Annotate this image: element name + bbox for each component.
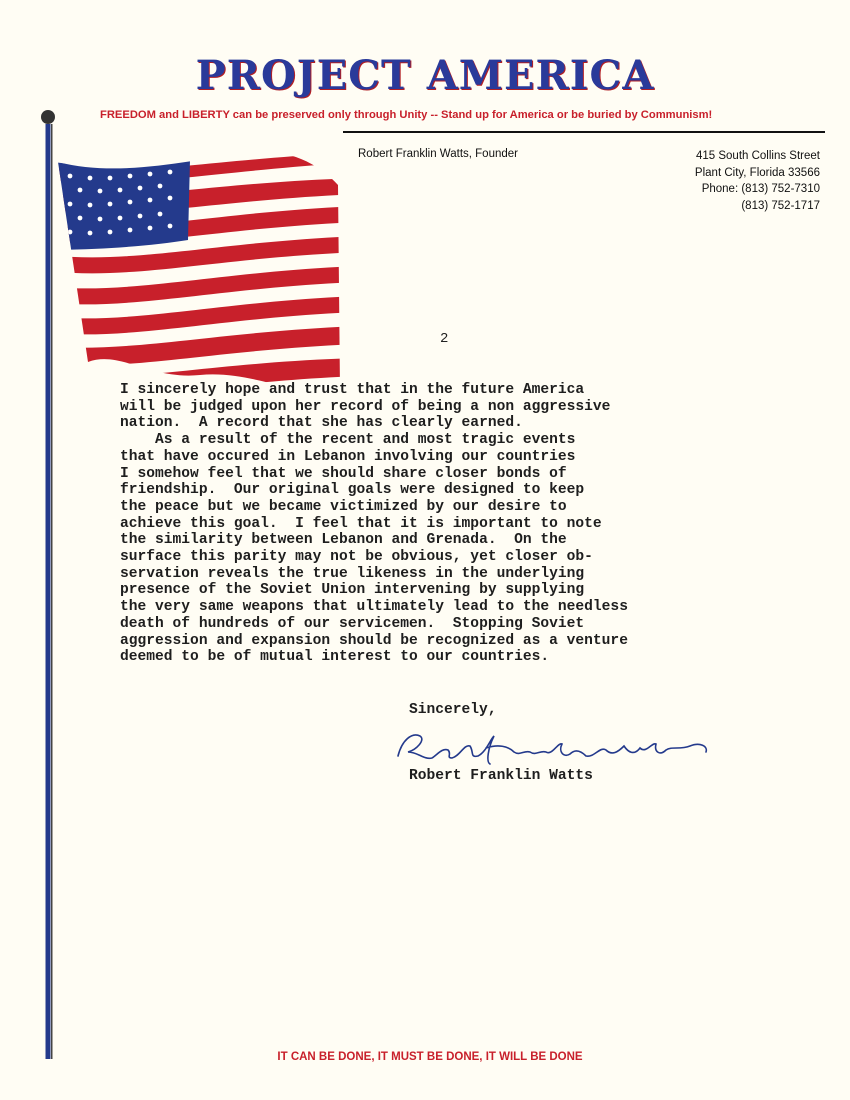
- contact-address: [695, 148, 820, 214]
- handwritten-signature: [390, 722, 720, 770]
- page-number: 2: [440, 331, 449, 347]
- phone-secondary: (813) 752-1717: [741, 199, 820, 212]
- letterhead-title: PROJECT AMERICA: [195, 52, 655, 99]
- flagpole: [41, 110, 55, 1059]
- us-flag-icon: [40, 140, 360, 410]
- address-street: 415 South Collins Street: [695, 150, 820, 162]
- letter-closing: Sincerely,: [409, 702, 497, 718]
- founder-name: Robert Franklin Watts, Founder: [358, 148, 518, 160]
- letterhead-motto: FREEDOM and LIBERTY can be preserved only through Unity -- Stand up for America or be buried by Communism!: [100, 109, 713, 121]
- address-city: Plant City, Florida 33566: [694, 166, 820, 179]
- phone-primary: Phone: (813) 752-7310: [701, 183, 820, 195]
- header-divider: [343, 131, 825, 133]
- footer-slogan: IT CAN BE DONE, IT MUST BE DONE, IT WILL BE DONE: [277, 1051, 583, 1063]
- letter-body: I sincerely hope and trust that in the future America will be judged upon her record of being a non aggressive nation. A record that she has clearly earned. As a result of the recent and most tragic events that have occured in Lebanon involving our countries I somehow feel that we should share closer bonds of friendship. Our original goals were designed to keep the peace but we became victimized by our desire to achieve this goal. I feel that it is important to note the similarity between Lebanon and Grenada. On the surface this parity may not be obvious, yet closer ob- servation reveals the true likeness in the underlying presence of the Soviet Union intervening by supplying the very same weapons that ultimately lead to the needless death of hundreds of our servicemen. Stopping Soviet aggression and expansion should be recognized as a venture deemed to be of mutual interest to our countries.: [120, 382, 628, 666]
- signer-name: Robert Franklin Watts: [409, 768, 593, 784]
